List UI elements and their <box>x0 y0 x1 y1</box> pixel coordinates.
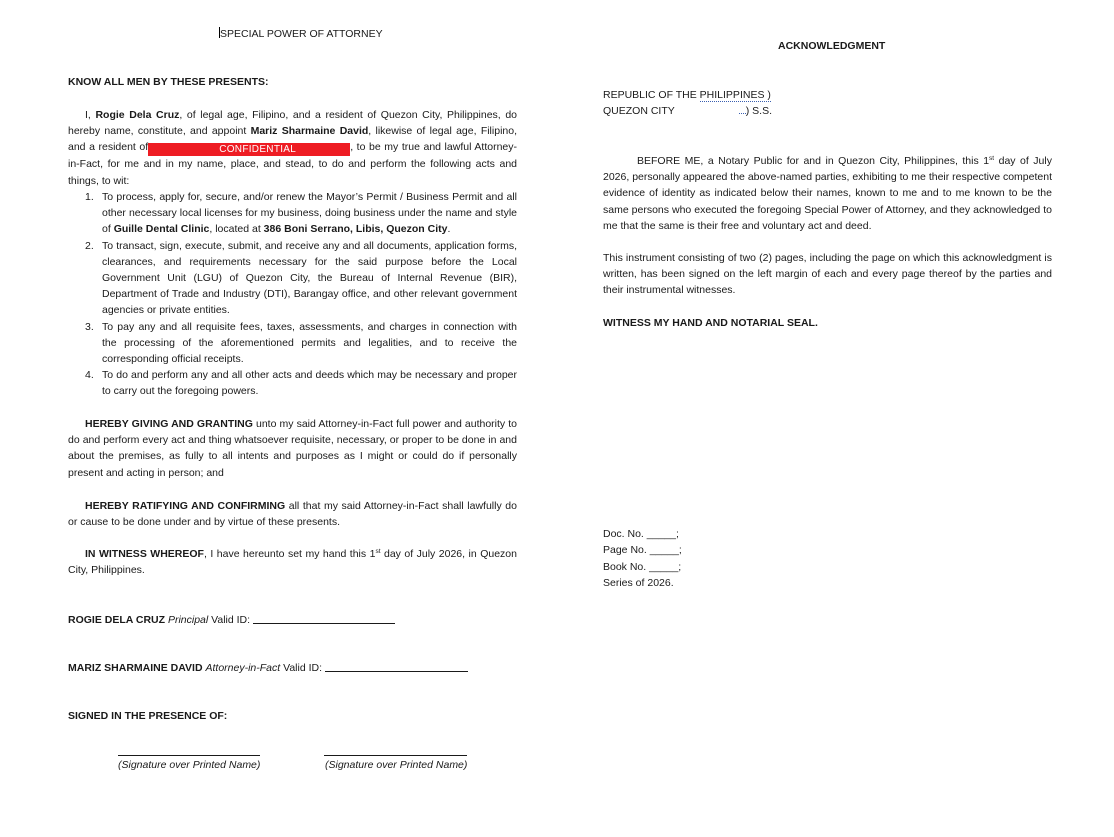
business-address: 386 Boni Serrano, Libis, Quezon City <box>263 223 448 236</box>
witness-2-caption: (Signature over Printed Name) <box>325 759 468 771</box>
doc-number: Doc. No. _____; <box>603 528 679 540</box>
witness-2-signature-line <box>324 755 467 756</box>
witness-1-caption: (Signature over Printed Name) <box>118 759 261 771</box>
book-number: Book No. _____; <box>603 561 682 573</box>
witness-whereof-paragraph: IN WITNESS WHEREOF, I have hereunto set my hand this 1st day of July 2026, in Quezon City, Philippines. <box>68 548 517 577</box>
acknowledgment-title: ACKNOWLEDGMENT <box>778 40 886 52</box>
power-item: 3. To pay any and all requisite fees, taxes, assessments, and charges in connection with the processing of the aforementioned permits and legalities, and to receive the corresponding official receipts. <box>85 320 517 366</box>
venue-line-1: REPUBLIC OF THE PHILIPPINES ) <box>603 89 771 101</box>
venue-line-2: QUEZON CITY ) S.S. <box>603 105 773 117</box>
acknowledgment-body: BEFORE ME, a Notary Public for and in Quezon City, Philippines, this 1st day of July 2026, personally appeared the above-named parties, exhibiting to me their respective competent evidence of identity as indicated below their names, known to me and to me known to be the same persons who executed the foregoing Special Power of Attorney, and they acknowledged to me that the same is their free and voluntary act and deed. <box>603 155 1052 232</box>
business-name: Guille Dental Clinic <box>113 223 210 236</box>
redacted-address: CONFIDENTIAL <box>148 143 350 156</box>
series-year: Series of 2026. <box>603 577 674 589</box>
attorney-signature-line: MARIZ SHARMAINE DAVID Attorney-in-Fact Valid ID: <box>68 661 468 674</box>
intro-paragraph: I, Rogie Dela Cruz, of legal age, Filipino, and a resident of Quezon City, Philippines, do hereby name, constitute, and appoint Mariz Sharmaine David, likewise of legal age, Filipino, and a resident of CONFIDENTIAL , to be my true and lawful Attorney-in-Fact, for me and in my name, place, and stead, to do and perform the following acts and things, to wit: <box>68 109 517 187</box>
preamble: KNOW ALL MEN BY THESE PRESENTS: <box>68 76 269 88</box>
signed-in-presence: SIGNED IN THE PRESENCE OF: <box>68 710 228 722</box>
principal-signature-line: ROGIE DELA CRUZ Principal Valid ID: <box>68 613 395 626</box>
power-item: 2. To transact, sign, execute, submit, and receive any and all documents, application forms, clearances, and requirements necessary for the said purpose before the Local Government Unit (LGU) of Quezon City, the Bureau of Internal Revenue (BIR), Department of Trade and Industry (DTI), Barangay office, and other relevant government agencies or private entities. <box>85 239 517 317</box>
notarial-seal-line: WITNESS MY HAND AND NOTARIAL SEAL. <box>603 317 818 329</box>
granting-paragraph: HEREBY GIVING AND GRANTING unto my said Attorney-in-Fact full power and authority to do and perform every act and thing whatsoever requisite, necessary, or proper to be done in and about the premises, as fully to all intents and purposes as I might or could do if personally present and acting in person; and <box>68 418 517 479</box>
instrument-paragraph: This instrument consisting of two (2) pages, including the page on which this acknowledgment is written, has been signed on the left margin of each and every page thereof by the parties and their instrumental witnesses. <box>603 252 1052 297</box>
power-item: 1. To process, apply for, secure, and/or renew the Mayor’s Permit / Business Permit and all other necessary local licenses for my business, doing business under the name and style of Guille Dental Clinic, located at 386 Boni Serrano, Libis, Quezon City. <box>85 191 517 236</box>
page-number: Page No. _____; <box>603 544 682 556</box>
attorney-id-blank <box>325 661 468 672</box>
spa-title: SPECIAL POWER OF ATTORNEY <box>220 28 383 40</box>
attorney-name: Mariz Sharmaine David <box>250 125 369 138</box>
powers-list <box>68 189 517 400</box>
witness-1-signature-line <box>118 755 260 756</box>
principal-name: Rogie Dela Cruz <box>95 109 180 121</box>
ratifying-paragraph: HEREBY RATIFYING AND CONFIRMING all that my said Attorney-in-Fact shall lawfully do or cause to be done under and by virtue of these presents. <box>68 500 517 529</box>
principal-id-blank <box>253 613 395 624</box>
power-item: 4. To do and perform any and all other acts and deeds which may be necessary and proper to carry out the foregoing powers. <box>85 369 517 398</box>
